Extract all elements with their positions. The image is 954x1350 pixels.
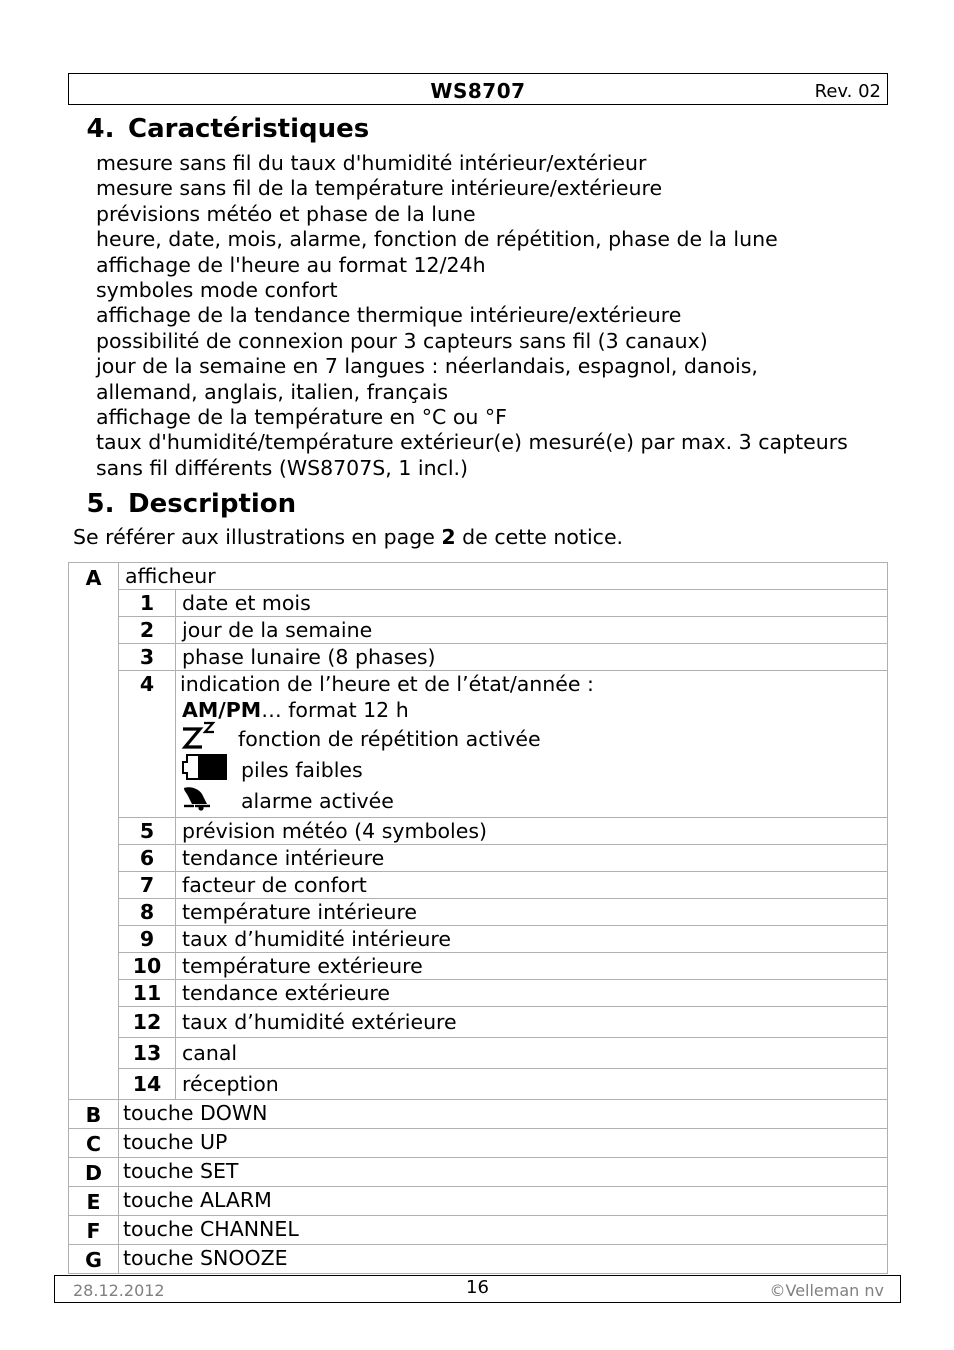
item-text: prévision météo (4 symboles) [176,818,888,845]
table-row [69,1038,888,1069]
ampm-text: … format 12 h [261,698,409,722]
snooze-text: fonction de répétition activée [238,726,541,751]
feature-line: affichage de la tendance thermique intérieure/extérieure [96,303,682,328]
snooze-line [180,723,887,754]
item-number: 2 [119,617,176,644]
item-number: 8 [119,899,176,926]
ampm-label: AM/PM [182,698,262,722]
intro-page-ref: 2 [441,525,456,549]
table-row-item-4 [69,671,888,818]
feature-line: affichage de l'heure au format 12/24h [96,252,486,277]
feature-line: mesure sans fil du taux d'humidité intérieur/extérieur [96,151,647,175]
section-5-title: Description [128,489,297,519]
key-text: touche DOWN [119,1100,888,1129]
item-number: 7 [119,872,176,899]
ampm-line [180,697,887,723]
item-text: indication de l’heure et de l’état/année : [180,672,594,696]
page-footer [54,1275,901,1303]
item-text: tendance extérieure [176,980,888,1007]
battery-line [180,754,887,785]
letter-e: E [69,1187,119,1216]
feature-line: mesure sans fil de la température intérieure/extérieure [96,176,663,201]
page-header [68,73,888,105]
table-row [69,953,888,980]
key-text: touche SET [119,1158,888,1187]
item-text: tendance intérieure [176,845,888,872]
item-number: 14 [119,1069,176,1100]
model-number: WS8707 [430,79,526,103]
item-number: 6 [119,845,176,872]
alarm-line [180,785,887,816]
intro-text: Se référer aux illustrations en page [73,525,442,549]
letter-f: F [69,1216,119,1245]
item-text: température extérieure [176,953,888,980]
description-table [68,562,888,1274]
item-number: 3 [119,644,176,671]
item-text: date et mois [176,590,888,617]
features-list [96,151,896,481]
item-text: taux d’humidité intérieure [176,926,888,953]
table-row [69,617,888,644]
item-text: facteur de confort [176,872,888,899]
feature-line: taux d'humidité/température extérieur(e) mesuré(e) par max. 3 capteurs [96,430,848,455]
feature-line: heure, date, mois, alarme, fonction de répétition, phase de la lune [96,227,778,252]
item-number: 10 [119,953,176,980]
feature-line: allemand, anglais, italien, français [96,379,449,404]
table-row [69,1129,888,1158]
intro-text-end: de cette notice. [455,525,624,549]
item-number: 1 [119,590,176,617]
footer-copyright: ©Velleman nv [769,1281,884,1300]
item-text: canal [176,1038,888,1069]
table-row [69,845,888,872]
letter-g: G [69,1245,119,1274]
table-row [69,1216,888,1245]
table-row [69,590,888,617]
revision-label: Rev. 02 [814,81,881,102]
section-4-number: 4. [86,114,115,144]
table-row [69,926,888,953]
item-number: 4 [119,671,176,818]
section-5-number: 5. [86,489,115,519]
feature-line: possibilité de connexion pour 3 capteurs sans fil (3 canaux) [96,328,708,353]
letter-b: B [69,1100,119,1129]
feature-line: symboles mode confort [96,278,338,303]
snooze-icon [180,721,238,756]
table-row [69,1007,888,1038]
table-row [69,563,888,590]
item-text: température intérieure [176,899,888,926]
item-text: jour de la semaine [176,617,888,644]
alarm-bell-icon [180,784,241,817]
letter-c: C [69,1129,119,1158]
item-number: 13 [119,1038,176,1069]
battery-text: piles faibles [241,757,363,782]
footer-date: 28.12.2012 [73,1281,165,1300]
table-row [69,644,888,671]
page-number: 16 [466,1277,489,1298]
item-text: taux d’humidité extérieure [176,1007,888,1038]
feature-line: sans fil différents (WS8707S, 1 incl.) [96,455,469,480]
table-row [69,1069,888,1100]
section-4-title: Caractéristiques [128,114,370,144]
table-row [69,1245,888,1274]
battery-icon [180,753,241,786]
table-row [69,818,888,845]
description-intro [73,525,623,549]
item-number: 9 [119,926,176,953]
alarm-text: alarme activée [241,788,394,813]
item-4-cell [176,671,888,818]
feature-line: jour de la semaine en 7 langues : néerlandais, espagnol, danois, [96,354,758,379]
letter-a: A [69,563,119,1100]
letter-d: D [69,1158,119,1187]
item-number: 5 [119,818,176,845]
item-text: réception [176,1069,888,1100]
section-4-heading [73,114,369,144]
key-text: touche SNOOZE [119,1245,888,1274]
key-text: touche CHANNEL [119,1216,888,1245]
table-row [69,1187,888,1216]
table-row [69,1100,888,1129]
feature-line: affichage de la température en °C ou °F [96,405,507,430]
key-text: touche UP [119,1129,888,1158]
row-label-a: afficheur [119,563,888,590]
table-row [69,1158,888,1187]
table-row [69,872,888,899]
section-5-heading [73,489,296,519]
table-row [69,980,888,1007]
item-text: phase lunaire (8 phases) [176,644,888,671]
item-number: 12 [119,1007,176,1038]
feature-line: prévisions météo et phase de la lune [96,201,476,226]
item-number: 11 [119,980,176,1007]
table-row [69,899,888,926]
key-text: touche ALARM [119,1187,888,1216]
